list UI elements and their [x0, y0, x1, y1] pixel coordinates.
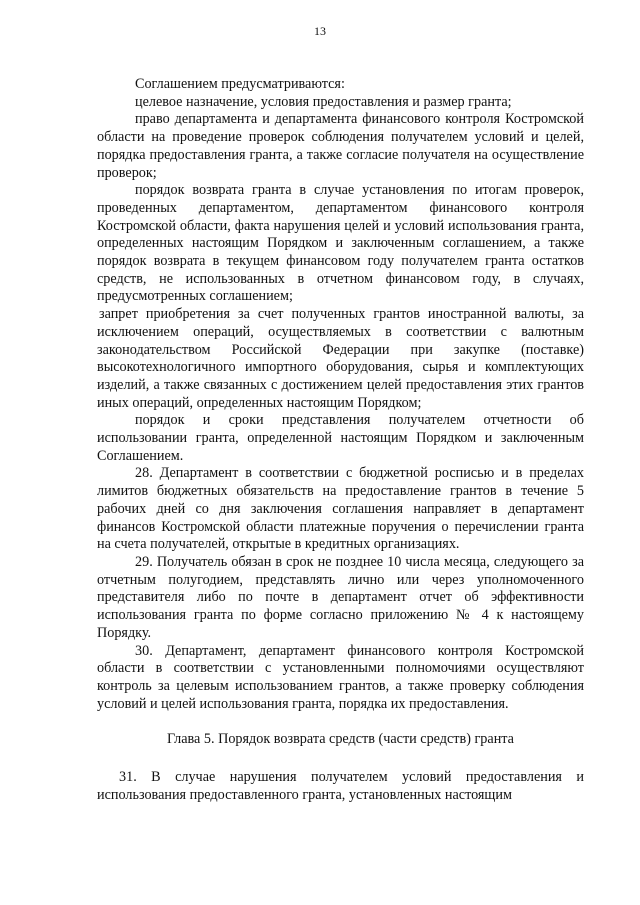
page-number: 13	[314, 24, 326, 38]
paragraph-29: 29. Получатель обязан в срок не позднее 10 числа месяца, следующего за отчетным полугодием, представлять лично или через уполномоченного представителя либо по почте в департамент отчет об эффективности использования гранта по форме согласно приложению № 4 к настоящему Порядку.	[97, 553, 584, 641]
paragraph-inspection-rights: право департамента и департамента финансового контроля Костромской области на проведение проверок соблюдения получателем условий и целей, порядка предоставления гранта, а также согласие получателя на осуществление проверок;	[97, 111, 584, 181]
paragraph-currency-ban: запрет приобретения за счет полученных грантов иностранной валюты, за исключением операций, осуществляемых в соответствии с валютным законодательством Российской Федерации при закупке (поставке) высокотехнологичного импортного оборудования, сырья и комплектующих изделий, а также связанных с достижением целей предоставления этих грантов иных операций, определенных настоящим Порядком;	[97, 306, 584, 411]
paragraph-return-procedure: порядок возврата гранта в случае установления по итогам проверок, проведенных департаментом, департаментом финансового контроля Костромской области, факта нарушения целей и условий использования гранта, определенных настоящим Порядком и заключенным соглашением, а также порядок возврата в текущем финансовом году получателем гранта остатков средств, не использованных в отчетном финансовом году, в случаях, предусмотренных соглашением;	[97, 182, 584, 305]
paragraph-agreement-intro: Соглашением предусматриваются:	[135, 76, 345, 92]
paragraph-reporting: порядок и сроки представления получателем отчетности об использовании гранта, определенной настоящим Порядком и заключенным Соглашением.	[97, 412, 584, 464]
paragraph-30: 30. Департамент, департамент финансового контроля Костромской области в соответствии с установленными полномочиями осуществляют контроль за целевым использованием грантов, а также проверку соблюдения условий и целей использования гранта, порядка их предоставления.	[97, 642, 584, 712]
document-body	[97, 76, 584, 804]
paragraph-28: 28. Департамент в соответствии с бюджетной росписью и в пределах лимитов бюджетных обязательств на предоставление грантов в течение 5 рабочих дней со дня заключения соглашения направляет в департамент финансов Костромской области платежные поручения о перечислении гранта на счета получателей, открытые в кредитных организациях.	[97, 465, 584, 553]
paragraph-31: 31. В случае нарушения получателем условий предоставления и использования предоставленного гранта, установленных настоящим	[97, 769, 584, 803]
chapter-5-heading: Глава 5. Порядок возврата средств (части средств) гранта	[167, 731, 514, 748]
paragraph-purpose: целевое назначение, условия предоставления и размер гранта;	[135, 93, 512, 110]
